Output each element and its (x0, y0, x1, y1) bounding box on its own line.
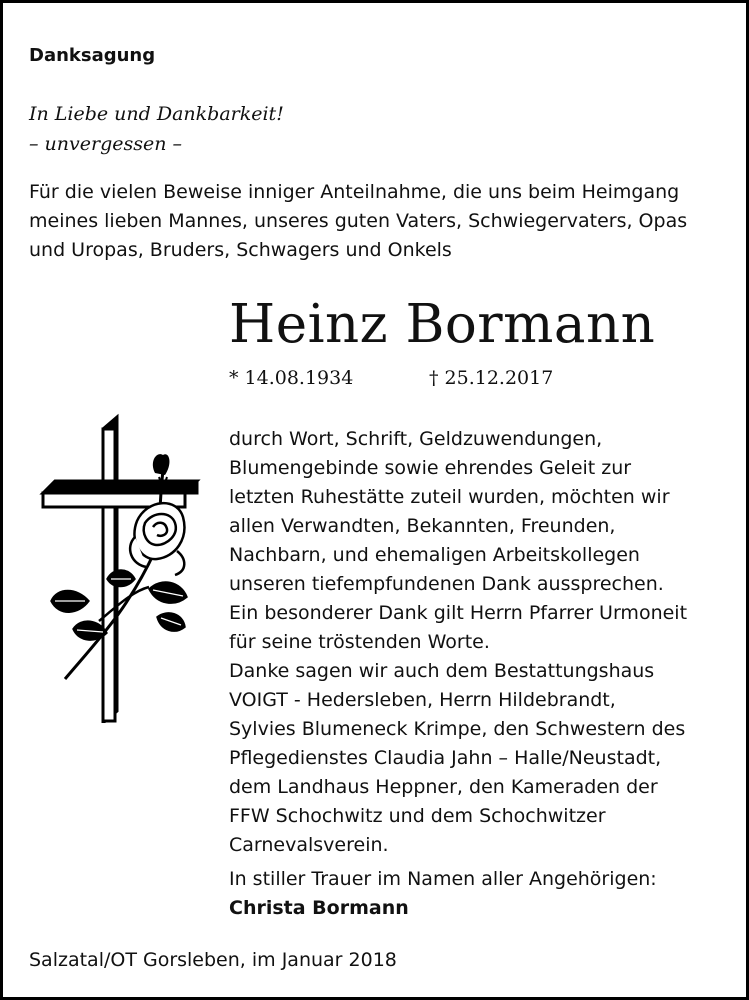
body-line: VOIGT - Hedersleben, Herrn Hildebrandt, (229, 689, 616, 711)
body-line: Danke sagen wir auch dem Bestattungshaus (229, 660, 655, 682)
closing-block (229, 865, 657, 923)
motto-line-2: – unvergessen – (29, 133, 183, 155)
deceased-name: Heinz Bormann (229, 294, 656, 355)
intro-line: Für die vielen Beweise inniger Anteilnahme, die uns beim Heimgang (29, 181, 680, 203)
body-line: letzten Ruhestätte zuteil wurden, möchten wir (229, 486, 670, 508)
closing-line: In stiller Trauer im Namen aller Angehörigen: (229, 868, 657, 890)
body-line: Pflegedienstes Claudia Jahn – Halle/Neustadt, (229, 747, 662, 769)
body-line: Ein besonderer Dank gilt Herrn Pfarrer Urmoneit (229, 602, 688, 624)
signer-name: Christa Bormann (229, 897, 409, 919)
place-date: Salzatal/OT Gorsleben, im Januar 2018 (29, 949, 397, 971)
intro-paragraph (29, 178, 687, 265)
motto (29, 99, 284, 159)
body-line: FFW Schochwitz und dem Schochwitzer (229, 805, 606, 827)
body-line: für seine tröstenden Worte. (229, 631, 490, 653)
intro-line: meines lieben Mannes, unseres guten Vaters, Schwiegervaters, Opas (29, 210, 688, 232)
cross-with-rose-icon (37, 411, 207, 723)
body-line: Sylvies Blumeneck Krimpe, den Schwestern des (229, 718, 686, 740)
notice-heading: Danksagung (29, 45, 156, 66)
body-line: unseren tiefempfundenen Dank aussprechen. (229, 573, 664, 595)
body-line: durch Wort, Schrift, Geldzuwendungen, (229, 428, 603, 450)
body-line: dem Landhaus Heppner, den Kameraden der (229, 776, 658, 798)
body-line: Carnevalsverein. (229, 834, 389, 856)
body-line: Nachbarn, und ehemaligen Arbeitskollegen (229, 544, 640, 566)
thanks-paragraph (229, 425, 687, 860)
body-line: allen Verwandten, Bekannten, Freunden, (229, 515, 616, 537)
death-date: † 25.12.2017 (429, 367, 554, 389)
motto-line-1: In Liebe und Dankbarkeit! (29, 103, 284, 125)
birth-date: * 14.08.1934 (229, 367, 354, 389)
body-line: Blumengebinde sowie ehrendes Geleit zur (229, 457, 632, 479)
intro-line: und Uropas, Bruders, Schwagers und Onkels (29, 239, 452, 261)
